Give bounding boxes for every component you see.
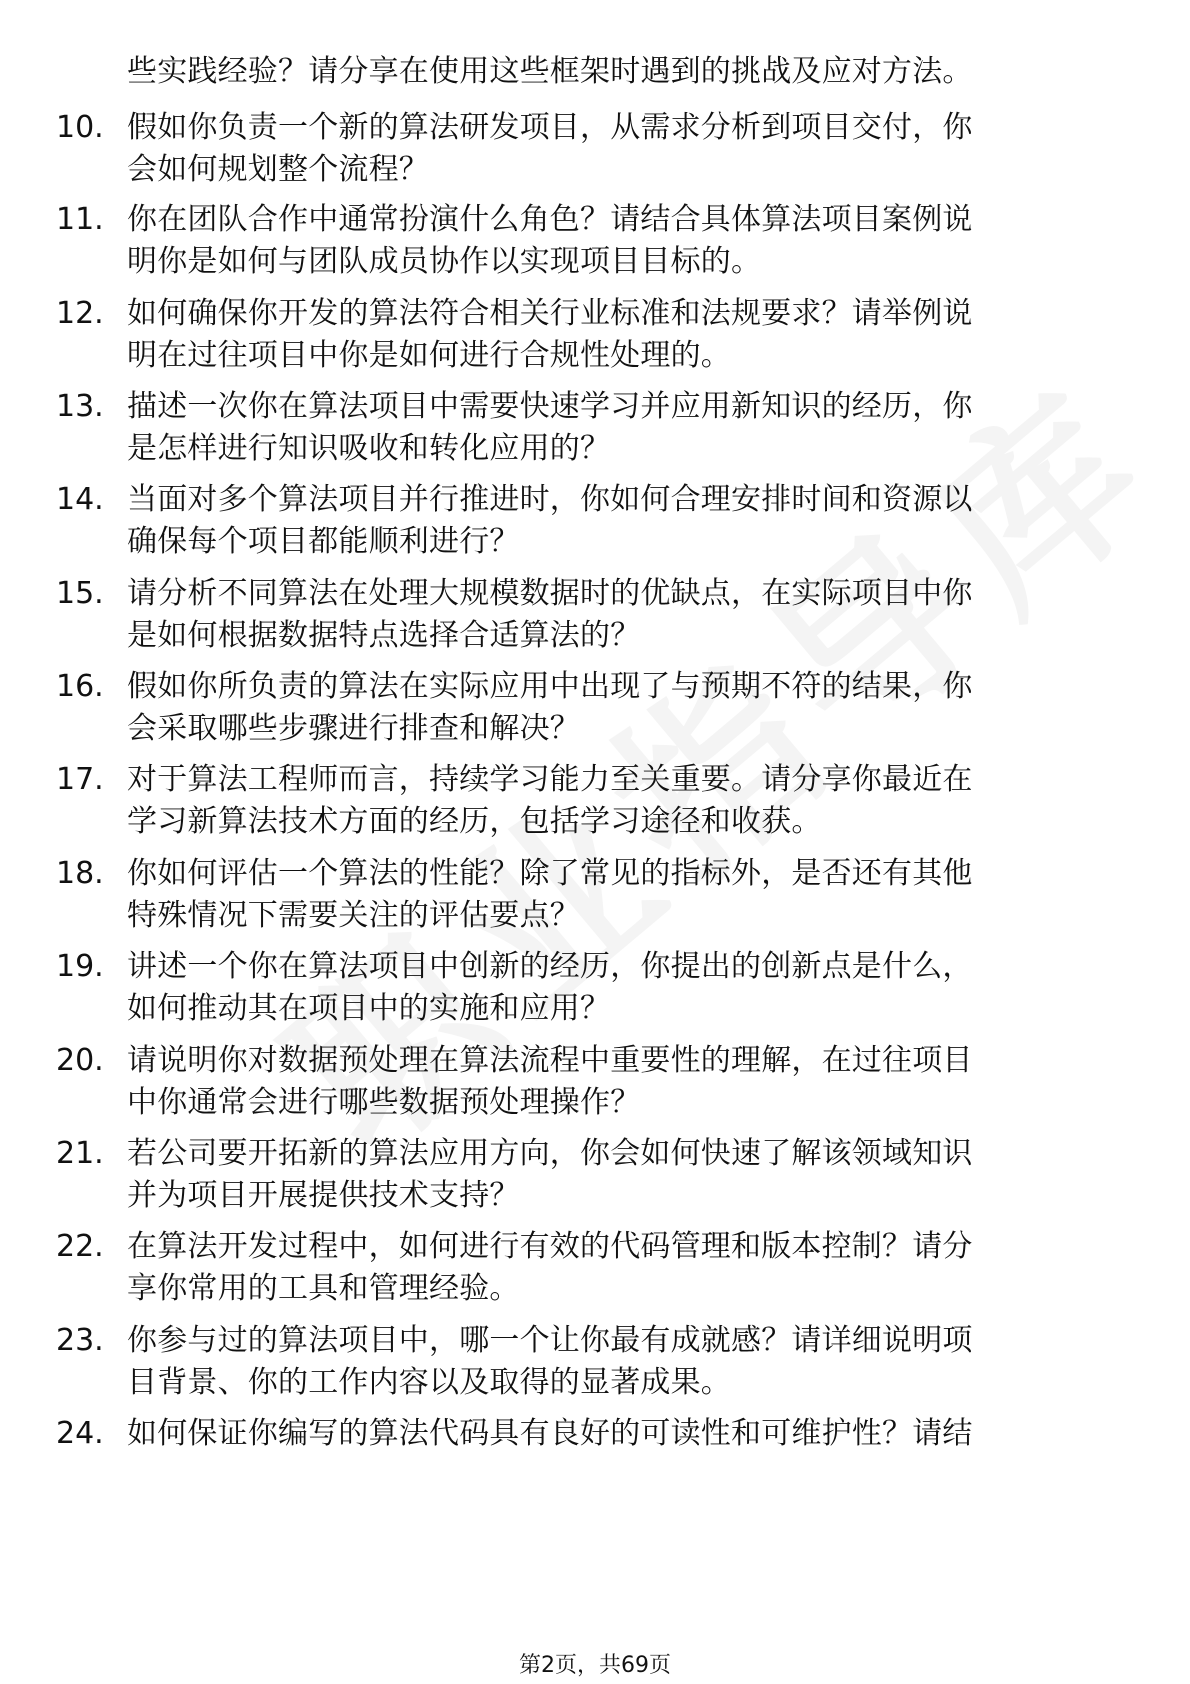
question-number: 18.: [56, 856, 104, 891]
question-text-line1: 假如你负责一个新的算法研发项目，从需求分析到项目交付，你: [127, 110, 973, 145]
question-number: 22.: [56, 1229, 104, 1264]
question-number: 14.: [56, 482, 104, 517]
question-text-line1: 讲述一个你在算法项目中创新的经历，你提出的创新点是什么，: [127, 949, 973, 984]
question-text-line2: 明你是如何与团队成员协作以实现项目目标的。: [127, 244, 762, 279]
question-number: 21.: [56, 1136, 104, 1171]
question-text-line2: 确保每个项目都能顺利进行？: [127, 524, 520, 559]
question-text-line1: 当面对多个算法项目并行推进时，你如何合理安排时间和资源以: [127, 482, 973, 517]
question-number: 20.: [56, 1043, 104, 1078]
question-text-line2: 并为项目开展提供技术支持？: [127, 1178, 520, 1213]
question-text-line2: 特殊情况下需要关注的评估要点？: [127, 898, 580, 933]
question-text-line1: 对于算法工程师而言，持续学习能力至关重要。请分享你最近在: [127, 762, 973, 797]
continuation-text: 些实践经验？请分享在使用这些框架时遇到的挑战及应对方法。: [127, 54, 973, 89]
question-number: 10.: [56, 110, 104, 145]
question-text-line2: 享你常用的工具和管理经验。: [127, 1271, 520, 1306]
question-text-line2: 会如何规划整个流程？: [127, 152, 429, 187]
question-text-line1: 描述一次你在算法项目中需要快速学习并应用新知识的经历，你: [127, 389, 973, 424]
question-text-line1: 你在团队合作中通常扮演什么角色？请结合具体算法项目案例说: [127, 202, 973, 237]
question-text-line1: 你如何评估一个算法的性能？除了常见的指标外，是否还有其他: [127, 856, 973, 891]
question-text-line2: 中你通常会进行哪些数据预处理操作？: [127, 1085, 641, 1120]
question-text-line2: 如何推动其在项目中的实施和应用？: [127, 991, 611, 1026]
question-text-line2: 目背景、你的工作内容以及取得的显著成果。: [127, 1365, 731, 1400]
question-text-line2: 是怎样进行知识吸收和转化应用的？: [127, 431, 611, 466]
question-number: 16.: [56, 669, 104, 704]
question-text-line1: 请说明你对数据预处理在算法流程中重要性的理解，在过往项目: [127, 1043, 973, 1078]
question-text-line2: 学习新算法技术方面的经历，包括学习途径和收获。: [127, 804, 822, 839]
question-number: 11.: [56, 202, 104, 237]
question-text-line1: 请分析不同算法在处理大规模数据时的优缺点，在实际项目中你: [127, 576, 973, 611]
question-text-line1: 若公司要开拓新的算法应用方向，你会如何快速了解该领域知识: [127, 1136, 973, 1171]
question-number: 17.: [56, 762, 104, 797]
question-number: 13.: [56, 389, 104, 424]
question-text-line1: 你参与过的算法项目中，哪一个让你最有成就感？请详细说明项: [127, 1323, 973, 1358]
question-text-line2: 是如何根据数据特点选择合适算法的？: [127, 618, 641, 653]
question-number: 15.: [56, 576, 104, 611]
question-text-line1: 如何保证你编写的算法代码具有良好的可读性和可维护性？请结: [127, 1416, 973, 1451]
question-number: 19.: [56, 949, 104, 984]
question-text-line2: 会采取哪些步骤进行排查和解决？: [127, 711, 580, 746]
question-number: 12.: [56, 296, 104, 331]
question-text-line1: 如何确保你开发的算法符合相关行业标准和法规要求？请举例说: [127, 296, 973, 331]
question-text-line2: 明在过往项目中你是如何进行合规性处理的。: [127, 338, 731, 373]
question-text-line1: 在算法开发过程中，如何进行有效的代码管理和版本控制？请分: [127, 1229, 973, 1264]
page-footer: 第2页，共69页: [519, 1653, 671, 1678]
question-text-line1: 假如你所负责的算法在实际应用中出现了与预期不符的结果，你: [127, 669, 973, 704]
question-number: 23.: [56, 1323, 104, 1358]
question-number: 24.: [56, 1416, 104, 1451]
